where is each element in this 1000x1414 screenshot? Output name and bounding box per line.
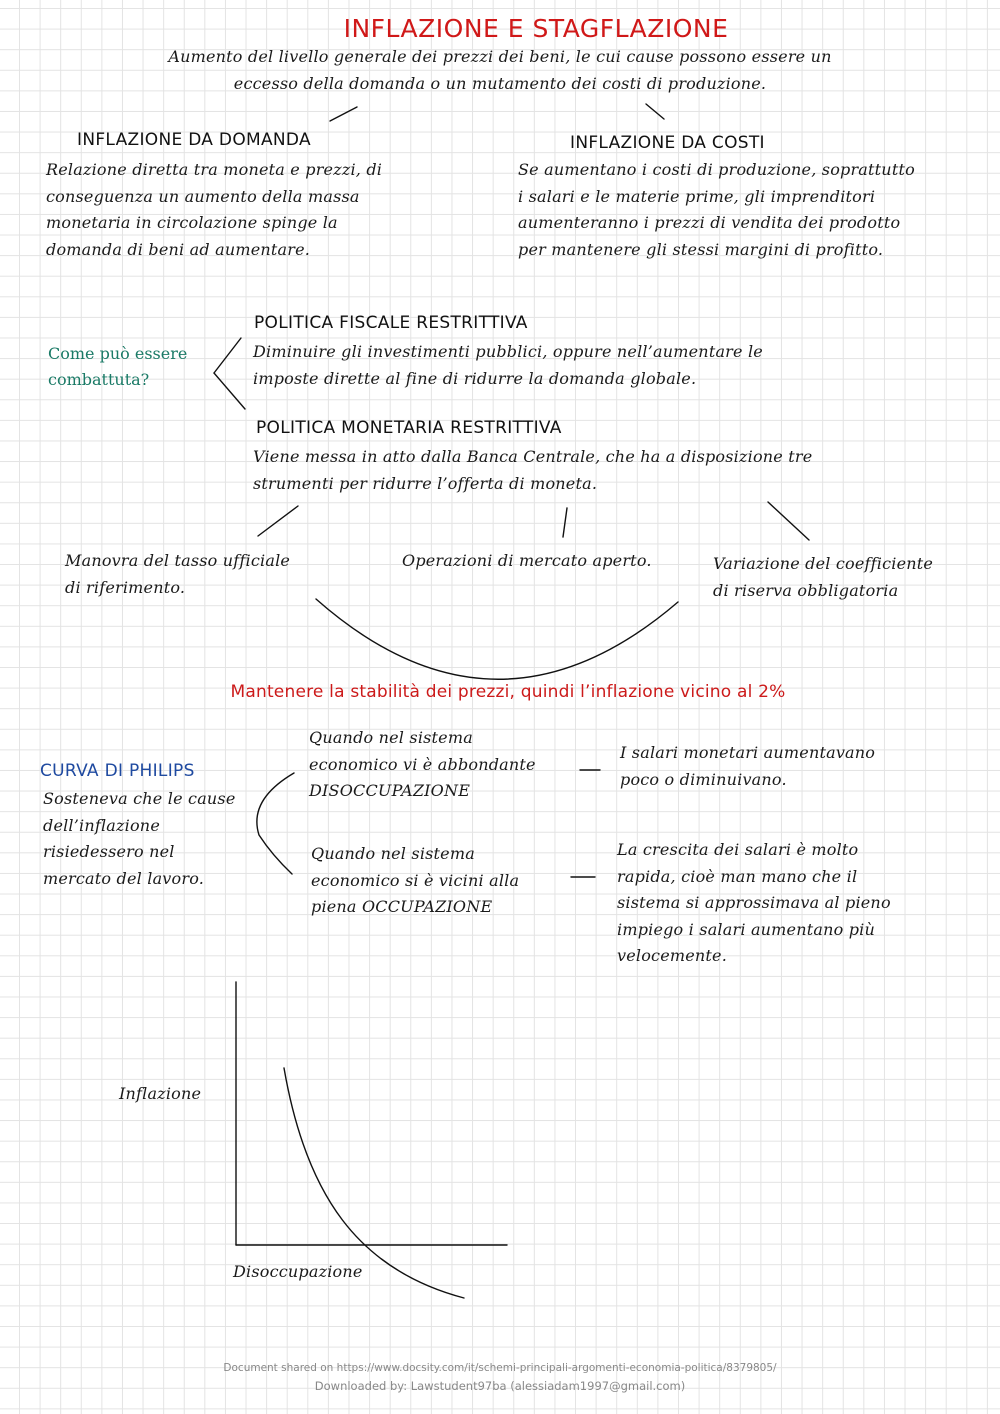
case2-line: Quando nel sistema bbox=[311, 844, 475, 863]
result2-line: impiego i salari aumentano più bbox=[617, 919, 875, 939]
connector-tool-open-market bbox=[563, 508, 567, 537]
connector-intro-costs bbox=[646, 104, 664, 119]
monetary-line: Viene messa in atto dalla Banca Centrale, che ha a disposizione tre bbox=[253, 447, 813, 466]
case1-line: economico vi è abbondante bbox=[309, 754, 536, 774]
graph-y-label: Inflazione bbox=[119, 1084, 202, 1103]
monetary-heading: POLITICA MONETARIA RESTRITTIVA bbox=[256, 418, 562, 438]
tool-rate-line: di riferimento. bbox=[65, 577, 186, 597]
philips-case-unemployment bbox=[309, 725, 579, 805]
tool-reserve-line: Variazione del coefficiente bbox=[713, 554, 934, 573]
tool-open-market bbox=[402, 548, 702, 575]
philips-line: risiedessero nel bbox=[43, 842, 175, 861]
philips-result-unemployment bbox=[620, 740, 950, 793]
question-line: combattuta? bbox=[48, 370, 150, 389]
fiscal-line: Diminuire gli investimenti pubblici, oppure nell’aumentare le bbox=[253, 342, 763, 361]
monetary-line: strumenti per ridurre l’offerta di moneta. bbox=[253, 473, 598, 493]
connector-tool-rate bbox=[258, 506, 298, 536]
case1-line: Quando nel sistema bbox=[309, 728, 473, 747]
costs-line: aumenteranno i prezzi di vendita dei prodotto bbox=[518, 213, 901, 232]
costs-line: per mantenere gli stessi margini di profitto. bbox=[518, 239, 884, 259]
philips-line: mercato del lavoro. bbox=[43, 868, 205, 888]
footer-shared: Document shared on https://www.docsity.com/it/schemi-principali-argomenti-economia-politica/8379805/ bbox=[223, 1362, 777, 1374]
page-title: INFLAZIONE E STAGFLAZIONE bbox=[343, 14, 729, 43]
costs-line: i salari e le materie prime, gli imprenditori bbox=[518, 186, 876, 206]
philips-case-employment bbox=[311, 841, 581, 921]
costs-line: Se aumentano i costi di produzione, soprattutto bbox=[518, 160, 915, 179]
demand-heading: INFLAZIONE DA DOMANDA bbox=[77, 130, 311, 150]
question-line: Come può essere bbox=[48, 344, 188, 363]
result2-line: rapida, cioè man mano che il bbox=[617, 866, 858, 886]
result1-line: poco o diminuivano. bbox=[620, 769, 787, 789]
intro-line: eccesso della domanda o un mutamento dei costi di produzione. bbox=[233, 73, 767, 93]
philips-line: Sosteneva che le cause bbox=[43, 789, 236, 808]
fiscal-text bbox=[253, 339, 873, 392]
costs-text bbox=[518, 157, 988, 263]
bracket-upper bbox=[214, 338, 241, 373]
case2-line: economico si è vicini alla bbox=[311, 870, 520, 890]
case2-line: piena OCCUPAZIONE bbox=[311, 897, 493, 916]
intro-line: Aumento del livello generale dei prezzi dei beni, le cui cause possono essere un bbox=[168, 47, 832, 66]
question-text bbox=[48, 341, 187, 393]
demand-line: conseguenza un aumento della massa bbox=[46, 186, 360, 206]
result2-line: velocemente. bbox=[617, 946, 728, 965]
demand-text bbox=[46, 157, 466, 263]
tool-rate bbox=[65, 548, 345, 601]
fiscal-line: imposte dirette al fine di ridurre la domanda globale. bbox=[253, 368, 697, 388]
tool-reserve-line: di riserva obbligatoria bbox=[713, 580, 899, 600]
result2-line: sistema si approssimava al pieno bbox=[617, 893, 891, 912]
philips-text bbox=[43, 786, 273, 892]
monetary-text bbox=[253, 444, 913, 497]
connector-tool-reserve bbox=[768, 502, 809, 540]
philips-heading: CURVA DI PHILIPS bbox=[40, 761, 195, 781]
case1-line: DISOCCUPAZIONE bbox=[309, 781, 471, 800]
tool-reserve bbox=[713, 551, 983, 604]
tools-arc bbox=[316, 599, 678, 679]
tool-open-market-line: Operazioni di mercato aperto. bbox=[402, 551, 652, 570]
demand-line: monetaria in circolazione spinge la bbox=[46, 213, 338, 232]
footer-downloaded: Downloaded by: Lawstudent97ba (alessiadam1997@gmail.com) bbox=[314, 1379, 686, 1393]
result2-line: La crescita dei salari è molto bbox=[617, 840, 859, 859]
intro-text bbox=[120, 44, 880, 97]
costs-heading: INFLAZIONE DA COSTI bbox=[570, 133, 765, 153]
fiscal-heading: POLITICA FISCALE RESTRITTIVA bbox=[254, 313, 528, 333]
demand-line: Relazione diretta tra moneta e prezzi, di bbox=[46, 160, 383, 179]
tool-rate-line: Manovra del tasso ufficiale bbox=[65, 551, 291, 570]
demand-line: domanda di beni ad aumentare. bbox=[46, 239, 311, 259]
bracket-lower bbox=[214, 373, 245, 409]
result1-line: I salari monetari aumentavano bbox=[620, 743, 876, 762]
graph-x-label: Disoccupazione bbox=[233, 1262, 363, 1281]
philips-line: dell’inflazione bbox=[43, 815, 160, 835]
philips-result-employment bbox=[617, 837, 957, 970]
connector-intro-demand bbox=[330, 107, 357, 121]
stability-goal: Mantenere la stabilità dei prezzi, quindi l’inflazione vicino al 2% bbox=[230, 682, 786, 702]
